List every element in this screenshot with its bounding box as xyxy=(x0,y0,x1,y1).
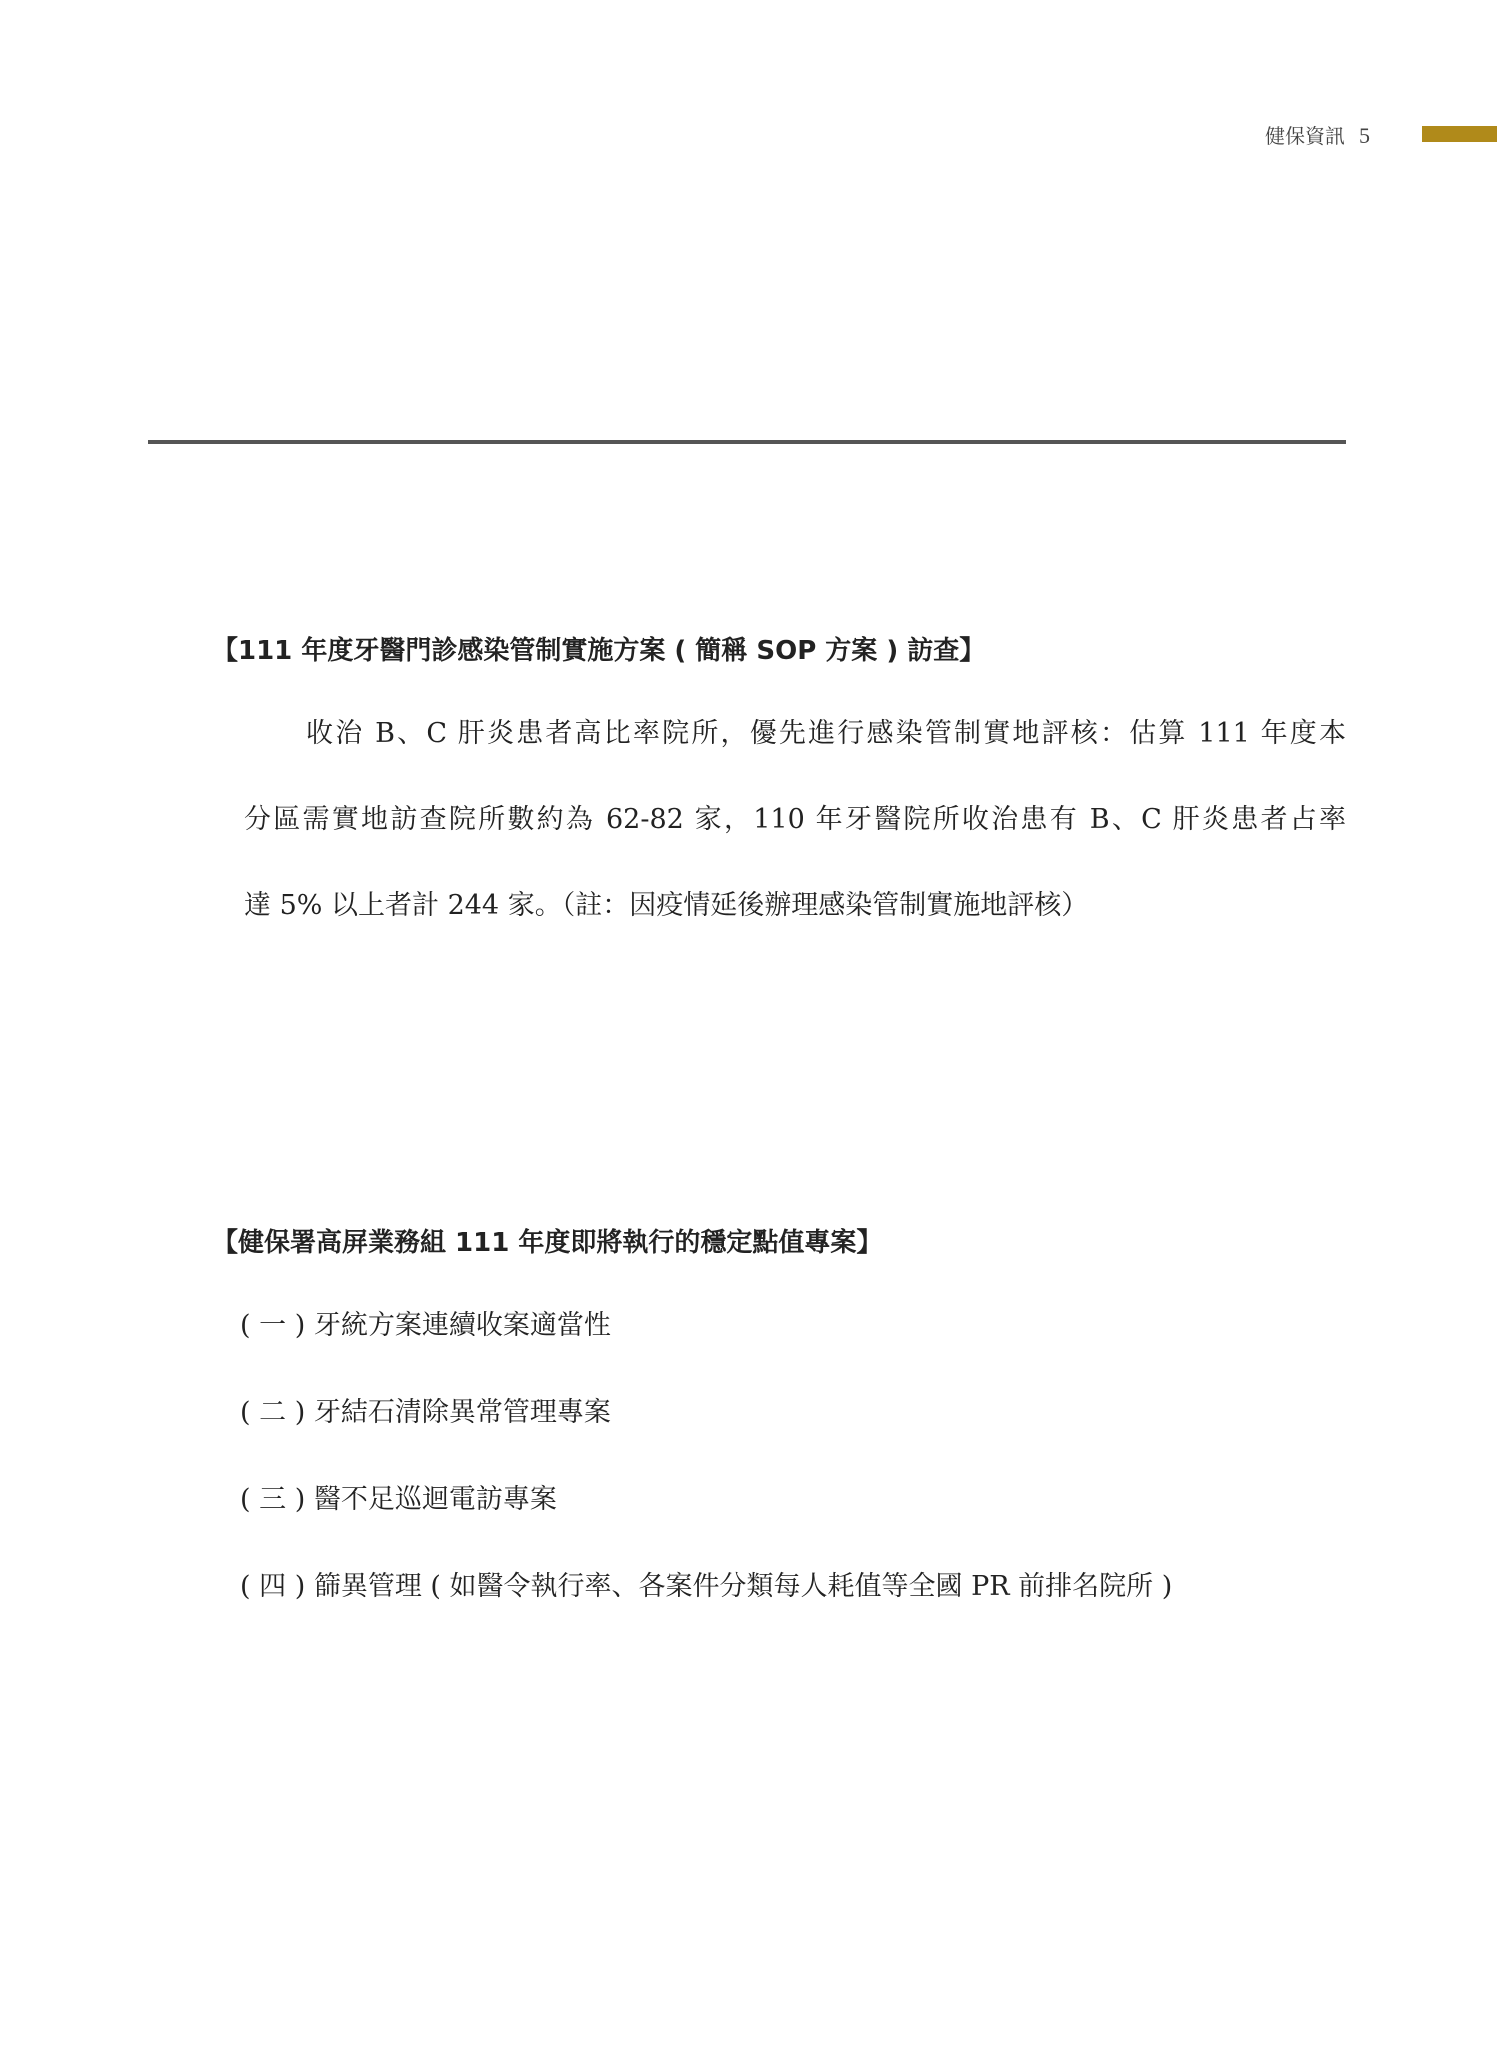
list-item: ( 二 ) 牙結石清除異常管理專案 xyxy=(240,1397,611,1428)
list-item: ( 三 ) 醫不足巡迴電訪專案 xyxy=(240,1484,557,1515)
section-divider xyxy=(148,440,1346,444)
paragraph-line: 達 5% 以上者計 244 家。（註：因疫情延後辦理感染管制實施地評核） xyxy=(244,890,1089,921)
section2-heading: 【健保署高屏業務組 111 年度即將執行的穩定點值專案】 xyxy=(212,1228,883,1258)
accent-tab-bar xyxy=(1422,126,1497,142)
paragraph-line: 收治 B、C 肝炎患者高比率院所，優先進行感染管制實地評核：估算 111 年度本 xyxy=(306,718,1346,749)
list-item: ( 四 ) 篩異管理 ( 如醫令執行率、各案件分類每人耗值等全國 PR 前排名院所 ) xyxy=(240,1571,1173,1602)
project-list xyxy=(240,1304,1172,1652)
header-title: 健保資訊 xyxy=(1265,124,1345,148)
page-number: 5 xyxy=(1359,123,1370,148)
paragraph-line: 分區需實地訪查院所數約為 62-82 家，110 年牙醫院所收治患有 B、C 肝炎患者占率 xyxy=(244,804,1346,835)
section1-paragraph xyxy=(244,712,1346,970)
running-header xyxy=(1210,120,1370,149)
section1-heading: 【111 年度牙醫門診感染管制實施方案 ( 簡稱 SOP 方案 ) 訪查】 xyxy=(212,636,986,666)
list-item: ( 一 ) 牙統方案連續收案適當性 xyxy=(240,1310,611,1341)
